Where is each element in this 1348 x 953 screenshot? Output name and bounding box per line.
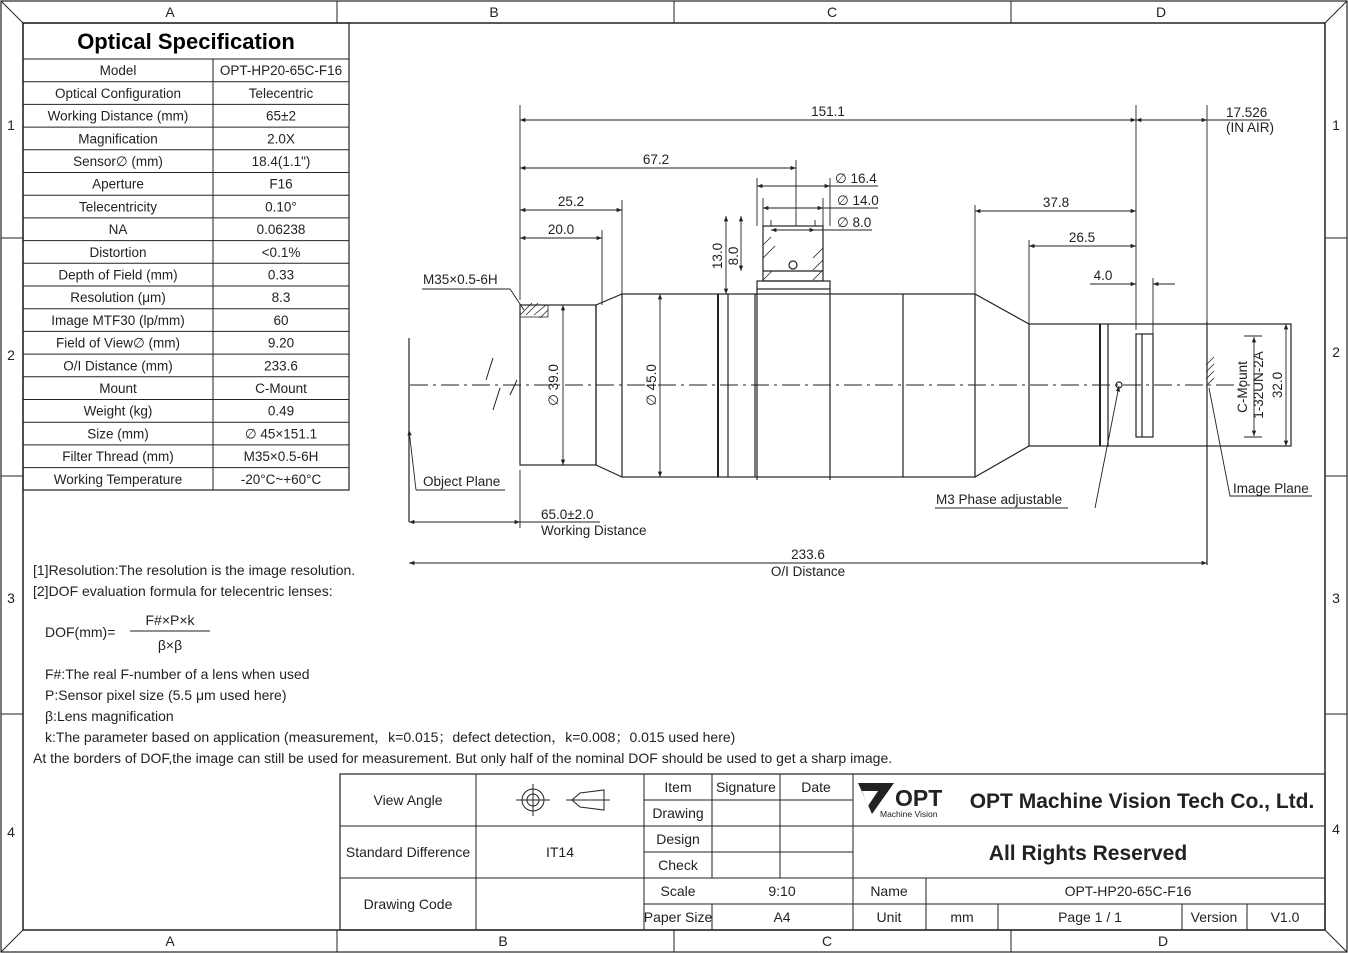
dim-front-diameter: ∅ 39.0: [546, 364, 561, 406]
dimension-texts: [423, 104, 1309, 579]
tb-std-value: IT14: [545, 844, 575, 860]
tb-page: Page 1 / 1: [1058, 909, 1122, 925]
row-label: 3: [7, 590, 15, 606]
row-label: 3: [1332, 590, 1340, 606]
spec-label: Resolution (μm): [70, 290, 166, 306]
tb-std-diff: Standard Difference: [345, 844, 471, 860]
opt-logo: [858, 783, 942, 819]
tb-company: OPT Machine Vision Tech Co., Ltd.: [969, 790, 1315, 813]
spec-value: -20°C~+60°C: [240, 471, 322, 487]
spec-value: 233.6: [264, 358, 298, 374]
tb-version-value: V1.0: [1270, 909, 1300, 925]
row-label: 1: [7, 117, 15, 133]
dim-knob-height: 13.0: [710, 242, 725, 270]
tb-signature: Signature: [716, 779, 776, 795]
row-label: 1: [1332, 117, 1340, 133]
dim-back-focus: 17.526: [1226, 105, 1268, 120]
tb-rights: All Rights Reserved: [988, 842, 1188, 865]
row-label: 2: [1332, 344, 1340, 360]
col-label: D: [1155, 4, 1167, 20]
object-plane-label: Object Plane: [423, 474, 501, 489]
dim-in-air: (IN AIR): [1226, 120, 1275, 135]
spec-value: ∅ 45×151.1: [244, 426, 318, 442]
spec-value: Telecentric: [248, 85, 314, 101]
dim-knob-dia-mid: ∅ 14.0: [837, 193, 879, 208]
dim-knob-inner-height: 8.0: [726, 246, 741, 266]
col-label: C: [826, 4, 838, 20]
dof-formula-lhs: DOF(mm)=: [45, 624, 116, 640]
dim-filter-thread: M35×0.5-6H: [423, 272, 498, 287]
tb-item: Item: [664, 779, 692, 795]
col-label: C: [821, 933, 833, 949]
dim-front-length: 25.2: [557, 194, 585, 209]
dim-mount-step: 4.0: [1093, 268, 1113, 283]
spec-value: 2.0X: [267, 131, 295, 147]
dim-rear-barrel: 26.5: [1068, 230, 1096, 245]
spec-label: Size (mm): [87, 426, 149, 442]
oi-distance-value: 233.6: [791, 547, 825, 562]
spec-value: 0.49: [267, 403, 295, 419]
tb-design: Design: [656, 831, 700, 847]
note-pixel: P:Sensor pixel size (5.5 μm used here): [45, 687, 287, 703]
spec-label: Working Distance (mm): [47, 108, 189, 124]
note-magnification: β:Lens magnification: [45, 708, 174, 724]
spec-label: O/I Distance (mm): [63, 358, 173, 374]
spec-label: Image MTF30 (lp/mm): [51, 312, 185, 328]
spec-value: 0.06238: [256, 222, 306, 238]
spec-value: OPT-HP20-65C-F16: [219, 63, 343, 79]
tb-view-angle: View Angle: [373, 792, 443, 808]
spec-value: 65±2: [266, 108, 296, 124]
spec-label: Telecentricity: [78, 199, 158, 215]
tb-scale-value: 9:10: [768, 883, 796, 899]
dim-body-diameter: ∅ 45.0: [644, 364, 659, 406]
spec-label: Optical Configuration: [54, 85, 182, 101]
spec-value: <0.1%: [261, 244, 301, 260]
tb-date: Date: [801, 779, 831, 795]
tb-name-value: OPT-HP20-65C-F16: [1064, 883, 1192, 899]
dim-knob-dia-inner: ∅ 8.0: [837, 215, 872, 230]
logo-text: OPT: [895, 785, 943, 811]
spec-label: Weight (kg): [83, 403, 153, 419]
spec-value: 18.4(1.1"): [251, 154, 311, 169]
tb-paper-value: A4: [773, 909, 791, 925]
note-resolution: [1]Resolution:The resolution is the image resolution.: [33, 562, 356, 578]
spec-value: 0.10°: [265, 199, 297, 215]
tb-unit-value: mm: [950, 909, 974, 925]
spec-label: Mount: [99, 381, 137, 396]
dim-knob-dia-outer: ∅ 16.4: [835, 171, 877, 186]
spec-label: Depth of Field (mm): [58, 267, 178, 283]
row-label: 4: [7, 824, 15, 840]
spec-label: Aperture: [92, 176, 144, 192]
tb-scale: Scale: [660, 883, 696, 899]
working-distance-value: 65.0±2.0: [541, 507, 594, 522]
dim-rear-length: 37.8: [1042, 195, 1070, 210]
spec-value: F16: [269, 176, 293, 192]
spec-label: Magnification: [78, 131, 158, 147]
view-angle-symbol: [516, 784, 610, 816]
col-label: A: [165, 933, 175, 949]
dim-front-thread: 20.0: [547, 222, 575, 237]
dim-rear-diameter: 32.0: [1270, 371, 1285, 399]
dof-formula-num: F#×P×k: [145, 612, 195, 628]
image-plane-label: Image Plane: [1233, 481, 1309, 496]
spec-value: C-Mount: [255, 381, 307, 396]
tb-paper: Paper Size: [643, 909, 713, 925]
spec-value: 9.20: [267, 335, 295, 351]
tb-version: Version: [1190, 909, 1238, 925]
spec-title: Optical Specification: [77, 29, 295, 54]
working-distance-label: Working Distance: [541, 523, 647, 538]
logo-subtext: Machine Vision: [880, 809, 938, 819]
phase-adjust-label: M3 Phase adjustable: [936, 492, 1063, 507]
spec-value: M35×0.5-6H: [243, 449, 319, 465]
oi-distance-label: O/I Distance: [770, 564, 846, 579]
spec-label: Model: [99, 63, 137, 79]
spec-table: [23, 23, 349, 490]
mount-type: C-Mount: [1235, 361, 1250, 413]
row-label: 2: [7, 347, 15, 363]
spec-value: 60: [273, 312, 289, 328]
tb-name: Name: [870, 883, 908, 899]
spec-label: Field of View∅ (mm): [55, 335, 181, 351]
note-dof: [2]DOF evaluation formula for telecentric lenses:: [33, 583, 333, 599]
spec-label: Distortion: [89, 244, 147, 260]
spec-label: Working Temperature: [53, 471, 183, 487]
col-label: B: [489, 4, 499, 20]
tb-drawing-code: Drawing Code: [363, 896, 453, 912]
mount-thread: 1-32UN-2A: [1251, 351, 1266, 419]
note-borders: At the borders of DOF,the image can still be used for measurement. But only half of the nominal DOF should be used to get a sharp image.: [33, 750, 893, 766]
note-fnumber: F#:The real F-number of a lens when used: [45, 666, 310, 682]
spec-value: 0.33: [267, 267, 295, 283]
dof-formula-den: β×β: [157, 637, 183, 653]
tb-check: Check: [658, 857, 698, 873]
row-label: 4: [1332, 821, 1340, 837]
tb-drawing: Drawing: [652, 805, 704, 821]
dim-knob-position: 67.2: [642, 152, 670, 167]
col-label: A: [165, 4, 175, 20]
notes: [33, 562, 892, 766]
spec-label: NA: [108, 222, 128, 238]
spec-value: 8.3: [271, 290, 291, 306]
note-k: k:The parameter based on application (measurement，k=0.015；defect detection，k=0.008；0.015 used here): [45, 729, 736, 745]
spec-label: Sensor∅ (mm): [73, 154, 163, 169]
dim-overall-length: 151.1: [811, 104, 845, 119]
col-label: D: [1157, 933, 1169, 949]
spec-label: Filter Thread (mm): [62, 449, 174, 465]
col-label: B: [498, 933, 508, 949]
tb-unit: Unit: [876, 909, 902, 925]
